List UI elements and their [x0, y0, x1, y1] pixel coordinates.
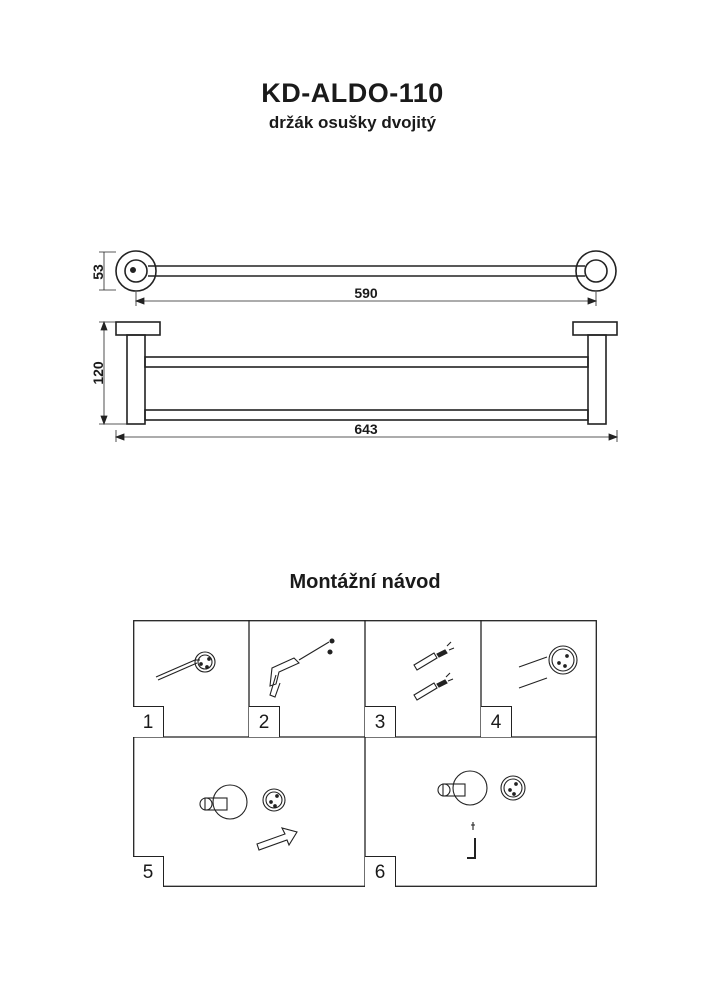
- step4-illustration: [519, 646, 577, 688]
- assembly-steps-grid: [133, 620, 597, 887]
- step1-illustration: [156, 652, 215, 680]
- step3-illustration: [414, 642, 454, 700]
- technical-drawing: [0, 0, 705, 460]
- step-number-6: 6: [365, 856, 396, 887]
- instructions-title: Montážní návod: [289, 571, 441, 593]
- step-number-4: 4: [481, 706, 512, 737]
- total-length-label: 643: [354, 421, 378, 437]
- front-view: [116, 322, 617, 424]
- depth-label: 53: [90, 264, 106, 280]
- step5-illustration: [200, 785, 297, 850]
- product-model-title: KD-ALDO-110: [261, 78, 444, 108]
- step-number-3: 3: [365, 706, 396, 737]
- step-number-2: 2: [249, 706, 280, 737]
- step-number-5: 5: [133, 856, 164, 887]
- step2-illustration: [270, 639, 334, 697]
- steps-grid-drawing: [133, 620, 597, 887]
- rod-length-label: 590: [354, 285, 378, 301]
- step6-illustration: [438, 771, 525, 858]
- product-description: držák osušky dvojitý: [268, 113, 437, 132]
- step-number-1: 1: [133, 706, 164, 737]
- height-label: 120: [90, 361, 106, 385]
